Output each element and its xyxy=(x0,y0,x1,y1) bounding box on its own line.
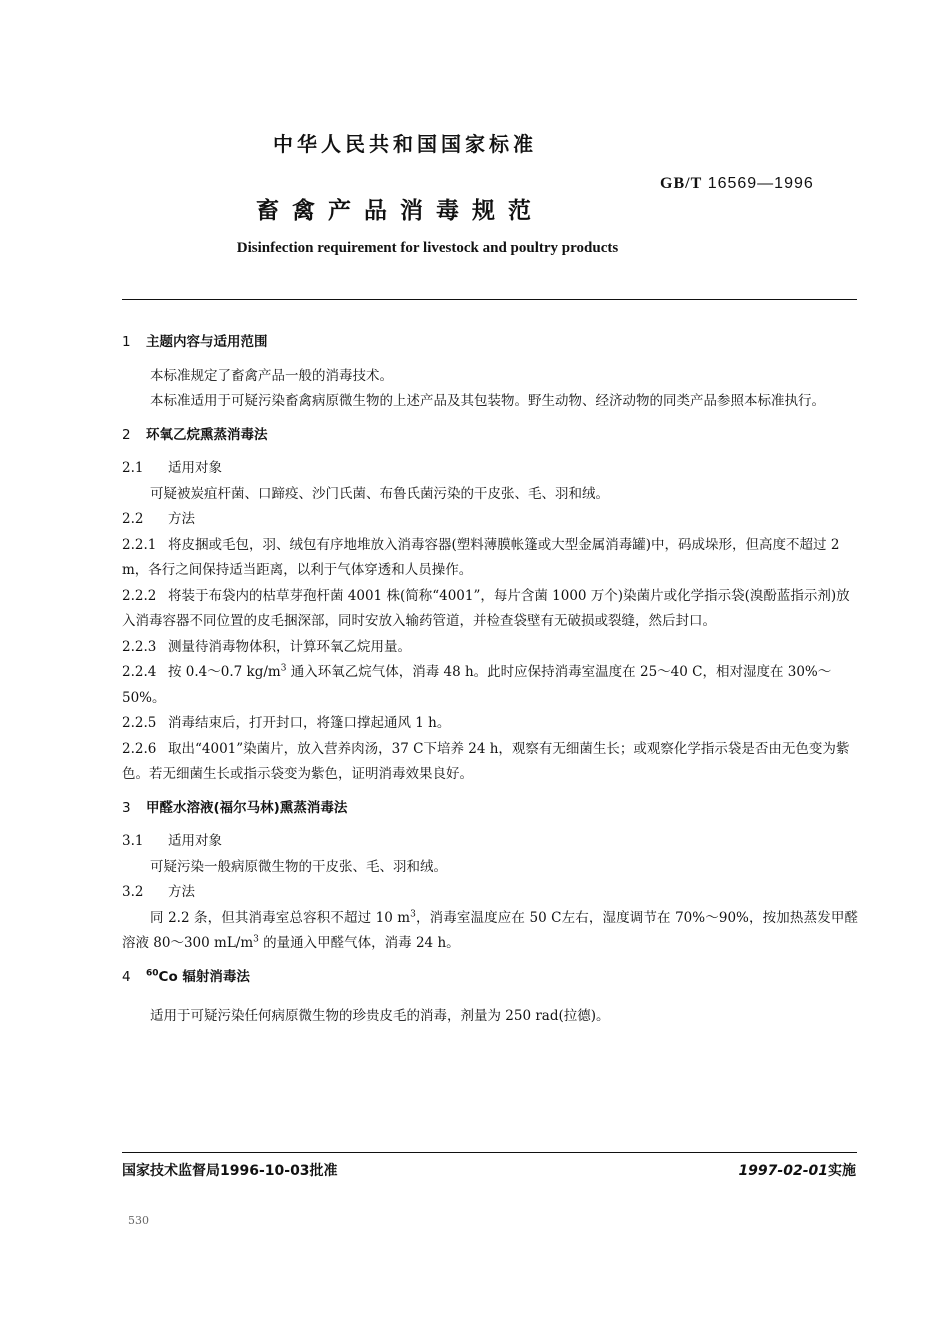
paragraph-text: 同 2.2 条，但其消毒室总容积不超过 10 m xyxy=(150,909,411,926)
superscript: 3 xyxy=(280,663,287,674)
paragraph-text: 的量通入甲醛气体，消毒 24 h。 xyxy=(258,935,460,951)
superscript: 60 xyxy=(146,968,159,978)
clause xyxy=(122,635,858,661)
subsection-title: 方法 xyxy=(168,511,195,527)
clause-text: 通入环氧乙烷气体，消毒 48 h。此时应保持消毒室温度在 25～40 C，相对湿度在 30%～50%。 xyxy=(122,664,832,706)
clause-number: 2.2.3 xyxy=(122,638,157,655)
standard-code-prefix: GB/T xyxy=(660,175,703,192)
subsection-number: 3.2 xyxy=(122,884,144,900)
subsection-number: 3.1 xyxy=(122,833,144,849)
clause-text: 消毒结束后，打开封口，将篷口撑起通风 1 h。 xyxy=(168,715,451,731)
subsection-heading xyxy=(122,880,858,906)
section-title: Co 辐射消毒法 xyxy=(158,968,250,985)
paragraph: 可疑被炭疽杆菌、口蹄疫、沙门氏菌、布鲁氏菌污染的干皮张、毛、羽和绒。 xyxy=(150,485,609,502)
clause-text: 按 0.4～0.7 kg/m xyxy=(168,664,281,680)
paragraph-text: ，消毒室温度应在 50 C左右，湿度调节在 70%～90%，按加热蒸发甲醛溶液 80～300 mL/m xyxy=(122,909,858,951)
section-title: 环氧乙烷熏蒸消毒法 xyxy=(146,426,268,443)
clause xyxy=(122,533,858,584)
header-divider xyxy=(122,299,857,300)
section-heading xyxy=(122,965,858,991)
national-standard-heading: 中华人民共和国国家标准 xyxy=(273,132,537,156)
paragraph: 适用于可疑污染任何病原微生物的珍贵皮毛的消毒，剂量为 250 rad(拉德)。 xyxy=(150,1008,610,1024)
clause-number: 2.2.4 xyxy=(122,664,157,680)
section-heading xyxy=(122,796,858,822)
paragraph: 本标准规定了畜禽产品一般的消毒技术。 xyxy=(150,367,393,384)
section-number: 1 xyxy=(122,334,131,350)
clause xyxy=(122,584,858,635)
clause-text: 取出“4001”染菌片，放入营养肉汤，37 C下培养 24 h，观察有无细菌生长；或观察化学指示袋是否由无色变为紫色。若无细菌生长或指示袋变为紫色，证明消毒效果良好。 xyxy=(122,740,850,782)
document-body xyxy=(122,330,858,1030)
implementation-label: 实施 xyxy=(828,1163,856,1179)
clause-text: 将皮捆或毛包，羽、绒包有序地堆放入消毒容器(塑料薄膜帐篷或大型金属消毒罐)中，码成垛形，但高度不超过 2 m，各行之间保持适当距离，以利于气体穿透和人员操作。 xyxy=(122,536,840,578)
standard-code xyxy=(660,175,814,193)
superscript: 3 xyxy=(253,934,259,945)
clause-text: 将装于布袋内的枯草芽孢杆菌 4001 株(简称“4001”，每片含菌 1000 万个)染菌片或化学指示袋(溴酚蓝指示剂)放入消毒容器不同位置的皮毛捆深部，同时安放入输药管道，并检查袋壁有无破损或裂缝，然后封口。 xyxy=(122,587,850,629)
section-title: 主题内容与适用范围 xyxy=(146,334,268,350)
subsection-title: 方法 xyxy=(168,884,195,900)
document-title-en: Disinfection requirement for livestock and poultry products xyxy=(236,240,619,256)
approval-line: 国家技术监督局1996-10-03批准 xyxy=(122,1163,338,1179)
subsection-heading xyxy=(122,829,858,855)
subsection-number: 2.1 xyxy=(122,460,144,476)
clause-number: 2.2.1 xyxy=(122,536,157,553)
implementation-line xyxy=(738,1160,856,1180)
section-number: 3 xyxy=(122,799,131,816)
subsection-heading xyxy=(122,456,858,482)
implementation-date: 1997-02-01 xyxy=(738,1163,828,1179)
standard-code-number: 16569—1996 xyxy=(707,175,814,192)
subsection-title: 适用对象 xyxy=(168,460,222,476)
subsection-title: 适用对象 xyxy=(168,833,222,849)
clause-number: 2.2.5 xyxy=(122,715,157,731)
clause xyxy=(122,660,858,711)
document-title-cn: 畜禽产品消毒规范 xyxy=(256,198,544,224)
clause xyxy=(122,711,858,737)
clause xyxy=(122,737,858,788)
section-number: 4 xyxy=(122,968,131,985)
section-title: 甲醛水溶液(福尔马林)熏蒸消毒法 xyxy=(146,799,348,816)
clause-number: 2.2.6 xyxy=(122,740,157,757)
paragraph xyxy=(122,906,858,957)
footer-divider xyxy=(122,1152,857,1153)
subsection-heading xyxy=(122,507,858,533)
page-number: 530 xyxy=(128,1214,149,1227)
subsection-number: 2.2 xyxy=(122,511,144,527)
clause-text: 测量待消毒物体积，计算环氧乙烷用量。 xyxy=(168,638,411,655)
section-heading xyxy=(122,423,858,449)
section-heading xyxy=(122,330,858,356)
paragraph: 本标准适用于可疑污染畜禽病原微生物的上述产品及其包装物。野生动物、经济动物的同类产品参照本标准执行。 xyxy=(150,393,825,409)
paragraph: 可疑污染一般病原微生物的干皮张、毛、羽和绒。 xyxy=(150,858,447,875)
section-number: 2 xyxy=(122,426,131,443)
superscript: 3 xyxy=(410,909,416,919)
clause-number: 2.2.2 xyxy=(122,587,157,604)
